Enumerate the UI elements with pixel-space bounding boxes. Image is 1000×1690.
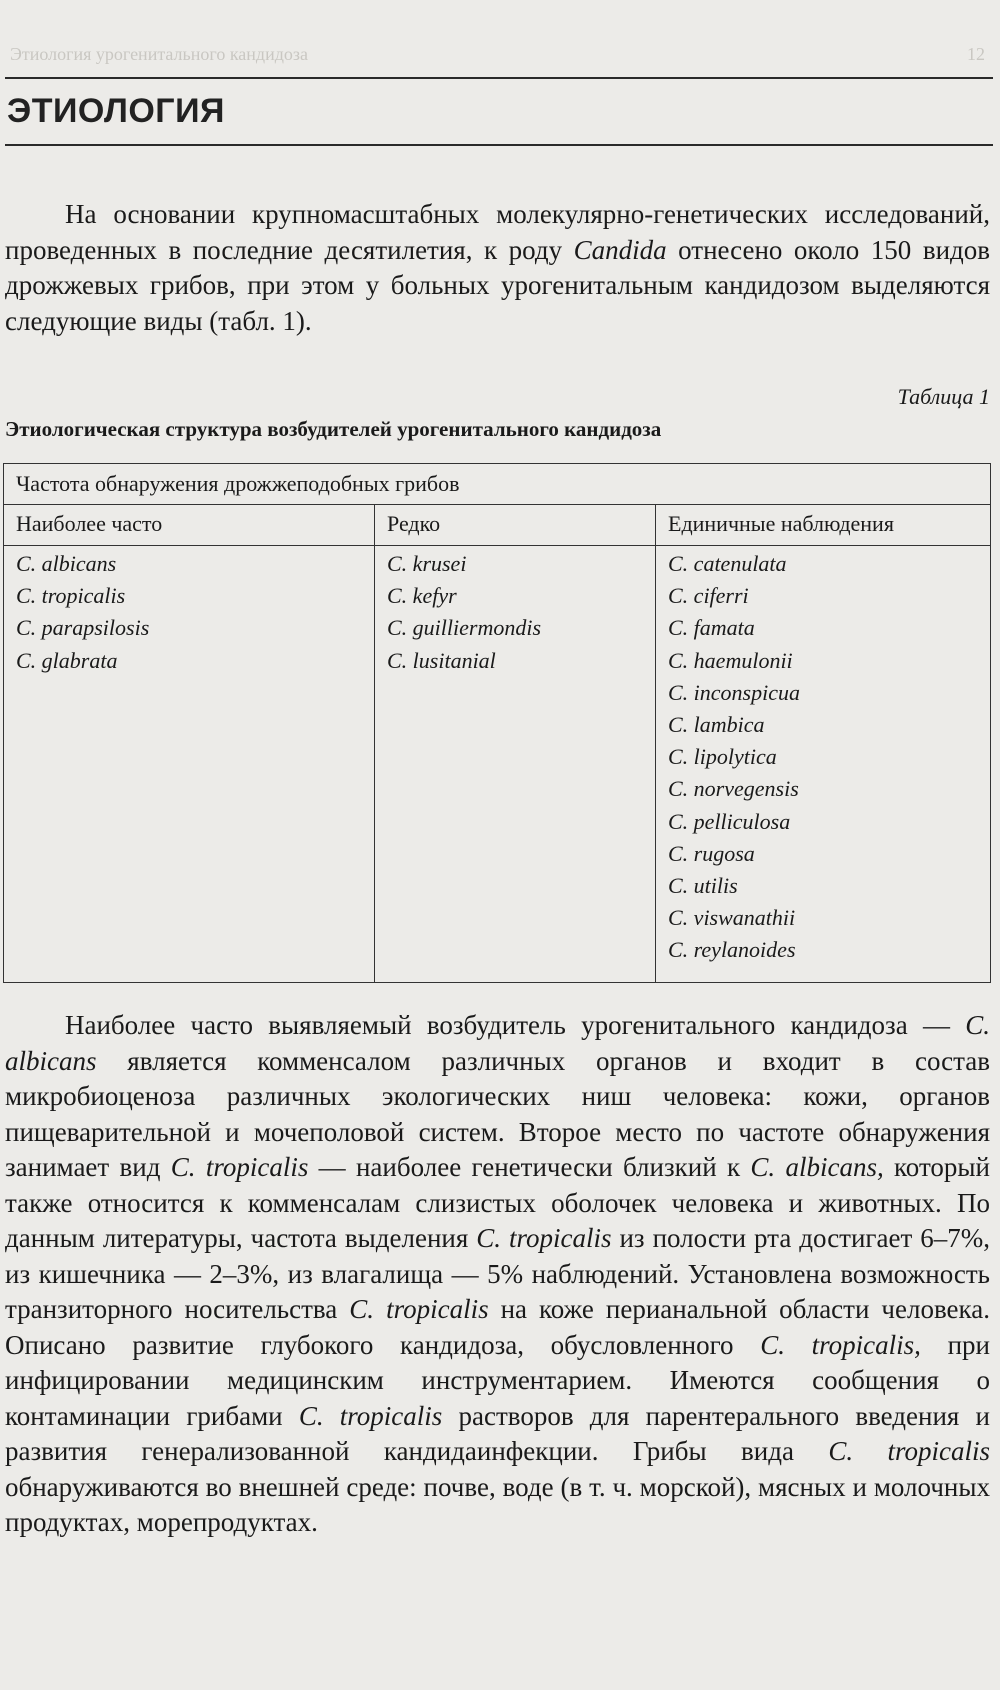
species-item: C. lambica bbox=[668, 712, 765, 738]
column-frequent-species bbox=[4, 546, 375, 983]
table-caption: Этиологическая структура возбудителей урогенитального кандидоза bbox=[5, 417, 662, 441]
title-rule bbox=[5, 144, 993, 146]
column-single-species bbox=[656, 546, 991, 983]
species-item: C. glabrata bbox=[16, 647, 118, 673]
species-item: C. ciferri bbox=[668, 583, 749, 609]
running-header-left: Этиология урогенитального кандидоза bbox=[10, 44, 308, 64]
etiology-table bbox=[3, 463, 991, 983]
species-item: C. norvegensis bbox=[668, 776, 799, 802]
species-item: C. utilis bbox=[668, 873, 738, 899]
top-rule bbox=[5, 77, 993, 79]
body-paragraph: Наиболее часто выявляемый возбудитель урогенитального кандидоза — C. albicans является комменсалом различных органов и входит в состав микробиоценоза различных экологических ниш человека: кожи, органов пищеварительной и мочеполовой систем. Второе место по частоте обнаружения занимает вид C. tropicalis — наиболее генетически близкий к C. albicans, который также относится к комменсалам слизистых оболочек человека и животных. По данным литературы, частота выделения C. tropicalis из полости рта достигает 6–7%, из кишечника — 2–3%, из влагалища — 5% наблюдений. Установлена возможность транзиторного носительства C. tropicalis на коже перианальной области человека. Описано развитие глубокого кандидоза, обусловленного C. tropicalis, при инфицировании медицинским инструментарием. Имеются сообщения о контаминации грибами C. tropicalis растворов для парентерального введения и развития генерализованной кандидаинфекции. Грибы вида C. tropicalis обнаруживаются во внешней среде: почве, воде (в т. ч. морской), мясных и молочных продуктах, морепродуктах. bbox=[5, 1010, 990, 1537]
species-item: C. krusei bbox=[387, 551, 467, 576]
species-item: C. haemulonii bbox=[668, 647, 793, 673]
column-header-single: Единичные наблюдения bbox=[656, 505, 991, 546]
table-label: Таблица 1 bbox=[897, 384, 990, 409]
species-item: C. catenulata bbox=[668, 551, 787, 576]
species-item: C. pelliculosa bbox=[668, 808, 791, 834]
species-item: C. rugosa bbox=[668, 840, 755, 866]
section-title: ЭТИОЛОГИЯ bbox=[7, 92, 225, 130]
table-span-header: Частота обнаружения дрожжеподобных грибов bbox=[4, 464, 991, 505]
species-item: C. lipolytica bbox=[668, 744, 777, 770]
column-rare-species bbox=[375, 546, 656, 983]
species-item: C. guilliermondis bbox=[387, 615, 542, 641]
species-item: C. reylanoides bbox=[668, 937, 796, 963]
intro-paragraph: На основании крупномасштабных молекулярно-генетических исследований, проведенных в последние десятилетия, к роду Candida отнесено около 150 видов дрожжевых грибов, при этом у больных урогенитальным кандидозом выделяются следующие виды (табл. 1). bbox=[5, 199, 991, 336]
species-item: C. famata bbox=[668, 615, 755, 641]
running-header bbox=[10, 44, 985, 68]
column-header-rare: Редко bbox=[375, 505, 656, 546]
species-item: C. lusitanial bbox=[387, 647, 496, 673]
column-header-frequent: Наиболее часто bbox=[4, 505, 375, 546]
species-item: C. parapsilosis bbox=[16, 615, 150, 641]
page-number: 12 bbox=[967, 44, 985, 64]
species-item: C. viswanathii bbox=[668, 905, 796, 931]
genus-name: Candida bbox=[573, 234, 667, 265]
species-item: C. tropicalis bbox=[16, 583, 126, 609]
species-item: C. albicans bbox=[16, 551, 117, 576]
species-item: C. kefyr bbox=[387, 583, 457, 609]
species-item: C. inconspicua bbox=[668, 679, 800, 705]
